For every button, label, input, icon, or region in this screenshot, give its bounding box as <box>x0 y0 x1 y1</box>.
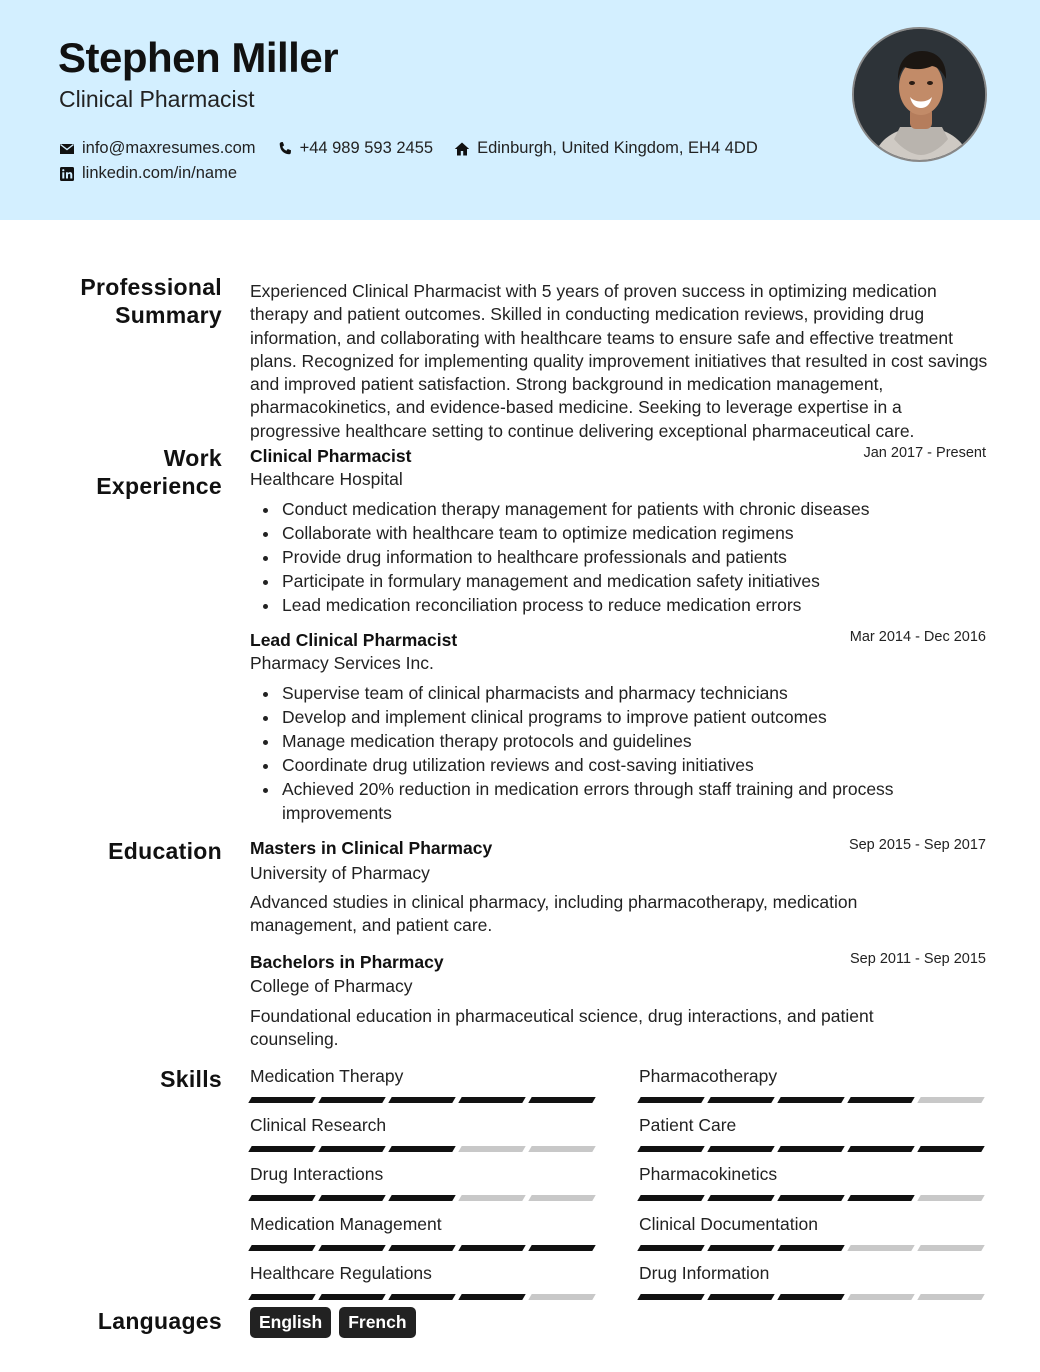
skill-segment-filled <box>707 1195 774 1201</box>
skill-segment-filled <box>318 1146 385 1152</box>
job-date: Jan 2017 - Present <box>863 445 986 461</box>
email-text: info@maxresumes.com <box>82 139 256 157</box>
language-list <box>250 1307 416 1338</box>
skill-segment-filled <box>637 1245 704 1251</box>
skill-segment-filled <box>777 1097 844 1103</box>
skill-segment-filled <box>388 1097 455 1103</box>
section-title-languages: Languages <box>97 1308 222 1334</box>
skill-item <box>639 1115 987 1152</box>
skill-level-bar <box>250 1294 598 1300</box>
skill-segment-filled <box>637 1294 704 1300</box>
bullet-item: Lead medication reconciliation process to reduce medication errors <box>250 594 950 618</box>
skill-item <box>250 1066 598 1103</box>
job-title: Clinical Pharmacist <box>250 446 412 466</box>
skill-segment-filled <box>248 1245 315 1251</box>
section-title-line: Experience <box>96 473 222 499</box>
skill-level-bar <box>250 1245 598 1251</box>
skill-segment-filled <box>388 1146 455 1152</box>
linkedin-text: linkedin.com/in/name <box>82 164 237 182</box>
skill-segment-filled <box>637 1097 704 1103</box>
resume-header <box>0 0 1040 220</box>
skill-item <box>639 1263 987 1300</box>
skill-segment-filled <box>707 1245 774 1251</box>
skill-name: Medication Management <box>250 1214 442 1234</box>
bullet-item: Coordinate drug utilization reviews and cost-saving initiatives <box>250 754 950 778</box>
profile-photo <box>852 27 987 162</box>
degree-title: Masters in Clinical Pharmacy <box>250 838 493 858</box>
skill-segment-filled <box>528 1245 595 1251</box>
skill-name: Healthcare Regulations <box>250 1263 432 1283</box>
skill-segment-filled <box>458 1097 525 1103</box>
home-icon <box>453 140 471 158</box>
skill-item <box>250 1115 598 1152</box>
education-description: Foundational education in pharmaceutical science, drug interactions, and patient counseling. <box>250 1006 874 1050</box>
skill-name: Clinical Documentation <box>639 1214 818 1234</box>
skill-segment-filled <box>777 1294 844 1300</box>
contact-email[interactable] <box>58 139 256 158</box>
skill-segment-filled <box>707 1097 774 1103</box>
skill-segment-filled <box>318 1195 385 1201</box>
skill-item <box>250 1263 598 1300</box>
bullet-item: Conduct medication therapy management for patients with chronic diseases <box>250 498 950 522</box>
skill-segment-filled <box>248 1097 315 1103</box>
skill-level-bar <box>250 1195 598 1201</box>
section-title-line: Professional <box>80 274 222 300</box>
skill-segment-filled <box>248 1146 315 1152</box>
section-title-line: Work <box>163 445 222 471</box>
skill-segment-empty <box>458 1146 525 1152</box>
skill-segment-empty <box>847 1245 914 1251</box>
linkedin-icon <box>58 165 76 183</box>
skill-item <box>639 1066 987 1103</box>
skill-level-bar <box>639 1294 987 1300</box>
skill-level-bar <box>639 1097 987 1103</box>
skill-segment-empty <box>528 1195 595 1201</box>
phone-icon <box>276 140 294 158</box>
skill-name: Pharmacotherapy <box>639 1066 778 1086</box>
bullet-item: Manage medication therapy protocols and guidelines <box>250 730 950 754</box>
skill-segment-filled <box>777 1195 844 1201</box>
summary-text: Experienced Clinical Pharmacist with 5 years of proven success in optimizing medication therapy and patient outcomes. Skilled in conducting medication reviews, providing drug information, and collaborating with healthcare teams to ensure safe and effective treatment plans. Recognized for implementing quality improvement initiatives that resulted in cost savings and improved patient satisfaction. Strong background in medication management, pharmacokinetics, and evidence-based medicine. Seeking to leverage expertise in a progressive healthcare setting to continue delivering exceptional pharmaceutical care. <box>250 281 988 441</box>
skill-segment-empty <box>847 1294 914 1300</box>
job-bullets <box>250 498 950 618</box>
skill-segment-filled <box>318 1097 385 1103</box>
school-name: University of Pharmacy <box>250 863 430 883</box>
skill-segment-filled <box>458 1294 525 1300</box>
skill-segment-filled <box>318 1294 385 1300</box>
degree-title: Bachelors in Pharmacy <box>250 952 444 972</box>
skill-segment-filled <box>388 1294 455 1300</box>
skill-segment-filled <box>388 1245 455 1251</box>
skill-level-bar <box>250 1146 598 1152</box>
skill-segment-filled <box>318 1245 385 1251</box>
bullet-item: Provide drug information to healthcare professionals and patients <box>250 546 950 570</box>
phone-text: +44 989 593 2455 <box>299 139 434 157</box>
job-date: Mar 2014 - Dec 2016 <box>849 629 986 645</box>
skill-segment-filled <box>388 1195 455 1201</box>
skill-segment-filled <box>777 1146 844 1152</box>
job-organization: Healthcare Hospital <box>250 469 403 489</box>
bullet-item: Participate in formulary management and medication safety initiatives <box>250 570 950 594</box>
skill-segment-filled <box>248 1294 315 1300</box>
skill-segment-filled <box>528 1097 595 1103</box>
skill-segment-filled <box>777 1245 844 1251</box>
skill-segment-empty <box>917 1097 984 1103</box>
skill-segment-filled <box>847 1097 914 1103</box>
education-date: Sep 2011 - Sep 2015 <box>850 951 986 967</box>
skill-segment-empty <box>528 1146 595 1152</box>
skill-item <box>639 1214 987 1251</box>
bullet-item: Collaborate with healthcare team to optimize medication regimens <box>250 522 950 546</box>
skill-name: Pharmacokinetics <box>639 1164 778 1184</box>
bullet-item: Achieved 20% reduction in medication errors through staff training and process improvements <box>250 778 950 826</box>
section-title-line: Summary <box>115 302 222 328</box>
contact-row <box>58 139 778 158</box>
bullet-item: Develop and implement clinical programs to improve patient outcomes <box>250 706 950 730</box>
skill-segment-filled <box>637 1146 704 1152</box>
job-title: Lead Clinical Pharmacist <box>250 630 458 650</box>
skill-segment-empty <box>917 1195 984 1201</box>
candidate-name: Stephen Miller <box>58 34 339 81</box>
education-date: Sep 2015 - Sep 2017 <box>848 837 986 853</box>
skill-level-bar <box>639 1146 987 1152</box>
section-title-work <box>96 444 222 500</box>
language-badge: English <box>250 1307 331 1338</box>
job-organization: Pharmacy Services Inc. <box>250 653 434 673</box>
skill-segment-filled <box>707 1294 774 1300</box>
skill-name: Drug Information <box>639 1263 770 1283</box>
skill-segment-filled <box>458 1245 525 1251</box>
skill-segment-filled <box>248 1195 315 1201</box>
contact-address <box>453 139 758 158</box>
skill-segment-empty <box>917 1294 984 1300</box>
skill-segment-empty <box>458 1195 525 1201</box>
skill-name: Clinical Research <box>250 1115 387 1135</box>
contact-row-2 <box>58 164 257 183</box>
skill-item <box>250 1214 598 1251</box>
skill-name: Drug Interactions <box>250 1164 384 1184</box>
skill-item <box>639 1164 987 1201</box>
contact-phone[interactable] <box>276 139 434 158</box>
skill-level-bar <box>639 1195 987 1201</box>
bullet-item: Supervise team of clinical pharmacists and pharmacy technicians <box>250 682 950 706</box>
section-title-skills: Skills <box>160 1066 222 1092</box>
skill-segment-empty <box>528 1294 595 1300</box>
skill-segment-filled <box>847 1195 914 1201</box>
job-bullets <box>250 682 950 825</box>
section-title-education: Education <box>108 838 222 864</box>
section-title-summary <box>80 273 222 329</box>
school-name: College of Pharmacy <box>250 976 413 996</box>
skill-segment-filled <box>917 1146 984 1152</box>
skill-segment-empty <box>917 1245 984 1251</box>
skill-level-bar <box>250 1097 598 1103</box>
skill-item <box>250 1164 598 1201</box>
candidate-title: Clinical Pharmacist <box>59 86 255 112</box>
language-badge: French <box>339 1307 415 1338</box>
skill-segment-filled <box>847 1146 914 1152</box>
skill-level-bar <box>639 1245 987 1251</box>
skill-name: Patient Care <box>639 1115 737 1135</box>
skill-segment-filled <box>637 1195 704 1201</box>
address-text: Edinburgh, United Kingdom, EH4 4DD <box>477 139 758 157</box>
skill-segment-filled <box>707 1146 774 1152</box>
education-description: Advanced studies in clinical pharmacy, including pharmacotherapy, medication management, and patient care. <box>250 892 858 936</box>
envelope-icon <box>58 140 76 158</box>
contact-linkedin[interactable] <box>58 164 237 183</box>
skill-name: Medication Therapy <box>250 1066 404 1086</box>
